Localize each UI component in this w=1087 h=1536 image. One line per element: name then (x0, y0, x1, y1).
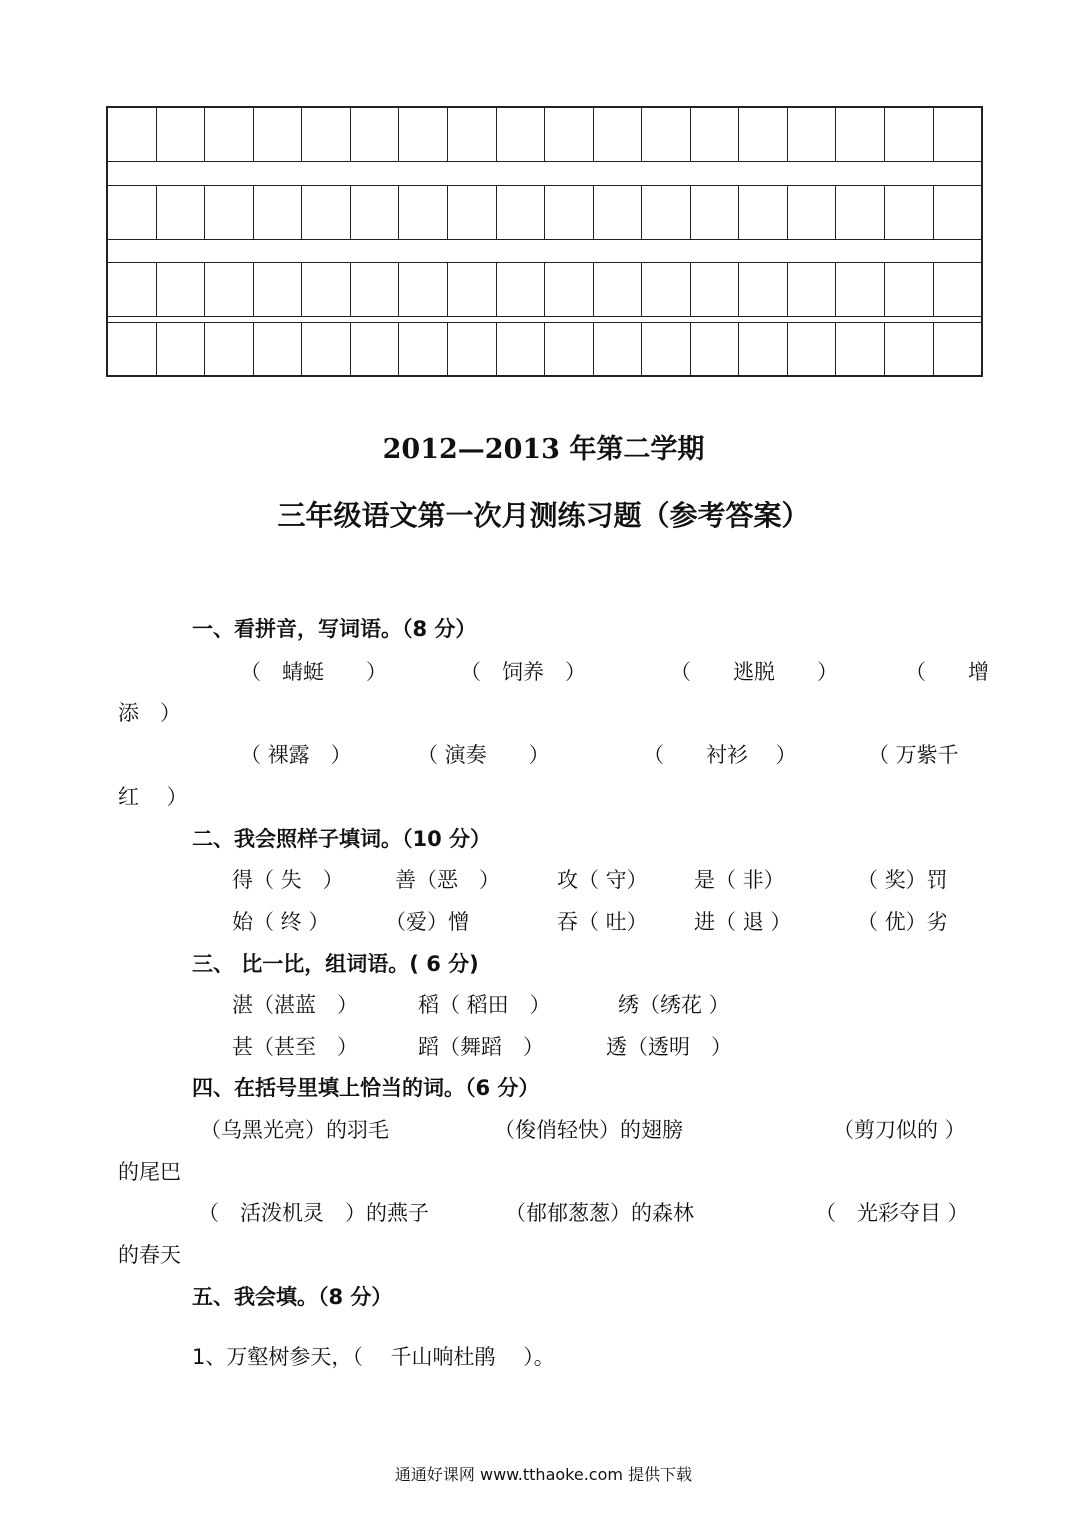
answer-item: （剪刀似的 ） (833, 1118, 966, 1142)
answer-item: （ 增 (905, 660, 989, 684)
answer-item: （ 蜻蜓 ） (240, 660, 387, 684)
grid-row (108, 108, 981, 161)
answer-item: 吞（ 吐） (557, 910, 648, 934)
answer-item: 绣（绣花 ） (618, 993, 730, 1017)
answer-item: （ 衬衫 ） (643, 743, 797, 767)
answer-item: （ 演奏 ） (417, 743, 550, 767)
section-4-heading: 四、在括号里填上恰当的词。（6 分） (192, 1076, 540, 1100)
grid-row (108, 323, 981, 377)
answer-item: 透（透明 ） (606, 1035, 732, 1059)
answer-item: （ 奖）罚 (857, 868, 948, 892)
answer-item: （ 优）劣 (857, 910, 948, 934)
page-title: 2012—2013 年第二学期 (382, 434, 705, 465)
answer-item: （ 光彩夺目 ） (815, 1201, 969, 1225)
answer-item: 进（ 退 ） (694, 910, 792, 934)
answer-item: 攻（ 守） (557, 868, 648, 892)
answer-item-wrap: 的尾巴 (118, 1160, 181, 1184)
answer-item-wrap: 添 ） (118, 701, 181, 725)
answer-item: （ 活泼机灵 ）的燕子 (198, 1201, 429, 1225)
writing-grid (106, 106, 983, 377)
page-subtitle: 三年级语文第一次月测练习题（参考答案） (277, 499, 810, 532)
grid-row (108, 186, 981, 239)
answer-item: （爱）憎 (385, 910, 469, 934)
answer-item: 善（恶 ） (395, 868, 500, 892)
answer-item: （ 万紫千 (868, 743, 959, 767)
answer-item: 始（ 终 ） (232, 910, 330, 934)
section-3-heading: 三、 比一比，组词语。( 6 分) (192, 952, 479, 976)
answer-item: 甚（甚至 ） (232, 1035, 358, 1059)
footer-credit: 通通好课网 www.tthaoke.com 提供下载 (394, 1465, 693, 1484)
answer-item: （乌黑光亮）的羽毛 (200, 1118, 389, 1142)
answer-item: （郁郁葱葱）的森林 (505, 1201, 694, 1225)
answer-item: 1、万壑树参天，（ 千山响杜鹃 ）。 (192, 1345, 555, 1369)
answer-item-wrap: 的春天 (118, 1243, 181, 1267)
answer-item: 是（ 非） (694, 868, 785, 892)
section-1-heading: 一、看拼音，写词语。（8 分） (192, 617, 477, 641)
answer-item: （俊俏轻快）的翅膀 (494, 1118, 683, 1142)
answer-item: 蹈（舞蹈 ） (418, 1035, 544, 1059)
answer-item: 稻（ 稻田 ） (418, 993, 551, 1017)
answer-item-wrap: 红 ） (118, 785, 188, 809)
section-5-heading: 五、我会填。（8 分） (192, 1285, 393, 1309)
answer-item: 得（ 失 ） (232, 868, 344, 892)
answer-item: 湛（湛蓝 ） (232, 993, 358, 1017)
answer-item: （ 裸露 ） (240, 743, 352, 767)
answer-item: （ 逃脱 ） (670, 660, 838, 684)
section-2-heading: 二、我会照样子填词。（10 分） (192, 827, 492, 851)
answer-item: （ 饲养 ） (460, 660, 586, 684)
grid-row (108, 263, 981, 316)
